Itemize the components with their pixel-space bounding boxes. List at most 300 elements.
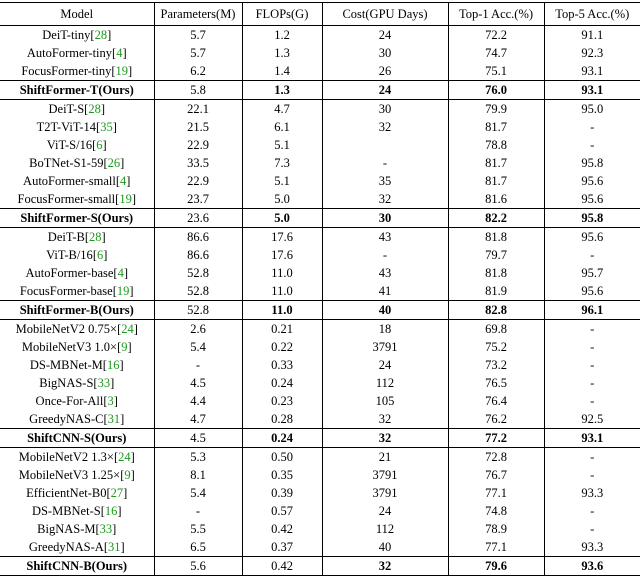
table-row [0, 282, 640, 301]
top5-cell: 95.8 [544, 154, 640, 172]
top1-cell: 77.1 [448, 538, 544, 557]
params-cell: 6.5 [154, 538, 242, 557]
cite-bracket-close: ] [126, 174, 131, 188]
cite-bracket-close: ] [100, 102, 105, 116]
cost-cell: 3791 [322, 466, 448, 484]
cite-bracket-close: ] [123, 266, 128, 280]
params-cell: 5.6 [154, 557, 242, 576]
cost-cell [322, 136, 448, 154]
model-name-cell [0, 484, 154, 502]
citation-link[interactable]: 33 [97, 376, 111, 390]
citation-link[interactable]: 6 [96, 248, 104, 262]
table-row [0, 26, 640, 45]
table-group [0, 320, 640, 448]
top1-cell: 78.8 [448, 136, 544, 154]
top1-cell: 69.8 [448, 320, 544, 339]
params-cell: 23.6 [154, 209, 242, 228]
table-group [0, 228, 640, 320]
cite-bracket-open: [ [96, 120, 101, 134]
params-cell: 22.1 [154, 100, 242, 119]
flops-cell: 0.33 [242, 356, 322, 374]
params-cell: 4.7 [154, 410, 242, 429]
cost-cell: 35 [322, 172, 448, 190]
cite-bracket-open: [ [103, 540, 108, 554]
top1-cell: 76.4 [448, 392, 544, 410]
model-name: ViT-B/16 [46, 248, 93, 262]
top1-cell: 81.7 [448, 118, 544, 136]
top5-cell: 95.7 [544, 264, 640, 282]
flops-cell: 11.0 [242, 282, 322, 301]
model-name: ShiftFormer-S(Ours) [20, 211, 134, 225]
top1-cell: 81.8 [448, 264, 544, 282]
top1-cell: 77.1 [448, 484, 544, 502]
top5-cell: 95.6 [544, 228, 640, 247]
table-group [0, 100, 640, 228]
model-name: FocusFormer-tiny [21, 64, 112, 78]
cite-bracket-close: ] [102, 138, 107, 152]
cost-cell: 43 [322, 228, 448, 247]
cite-bracket-close: ] [112, 120, 117, 134]
table-row [0, 466, 640, 484]
top5-cell: 93.6 [544, 557, 640, 576]
model-name-cell [0, 264, 154, 282]
params-cell: 52.8 [154, 282, 242, 301]
cite-bracket-open: [ [103, 394, 108, 408]
header-cost: Cost(GPU Days) [322, 3, 448, 26]
model-name-cell [0, 209, 154, 228]
top5-cell: - [544, 448, 640, 467]
top5-cell: - [544, 356, 640, 374]
params-cell: 6.2 [154, 62, 242, 81]
params-cell: 22.9 [154, 136, 242, 154]
flops-cell: 0.21 [242, 320, 322, 339]
flops-cell: 0.35 [242, 466, 322, 484]
params-cell: 4.5 [154, 429, 242, 448]
top5-cell: 93.1 [544, 429, 640, 448]
flops-cell: 0.50 [242, 448, 322, 467]
cite-bracket-open: [ [117, 340, 122, 354]
top1-cell: 81.7 [448, 154, 544, 172]
model-name-cell [0, 81, 154, 100]
cost-cell: - [322, 246, 448, 264]
header-model: Model [60, 7, 94, 21]
cite-bracket-close: ] [110, 376, 115, 390]
params-cell: 5.7 [154, 26, 242, 45]
flops-cell: 0.37 [242, 538, 322, 557]
model-name: AutoFormer-tiny [26, 46, 113, 60]
flops-cell: 0.28 [242, 410, 322, 429]
table-row [0, 100, 640, 119]
params-cell: 22.9 [154, 172, 242, 190]
cite-bracket-close: ] [117, 504, 122, 518]
cite-bracket-open: [ [112, 284, 117, 298]
top1-cell: 72.2 [448, 26, 544, 45]
top5-cell: 96.1 [544, 301, 640, 320]
table-row-ours [0, 81, 640, 100]
params-cell: 2.6 [154, 320, 242, 339]
params-cell: 8.1 [154, 466, 242, 484]
top1-cell: 72.8 [448, 448, 544, 467]
params-cell: 21.5 [154, 118, 242, 136]
table-group [0, 448, 640, 576]
citation-link[interactable]: 9 [124, 468, 131, 482]
table-row [0, 410, 640, 429]
model-name: ShiftCNN-B(Ours) [26, 559, 128, 573]
flops-cell: 0.23 [242, 392, 322, 410]
cite-bracket-open: [ [120, 468, 125, 482]
top1-cell: 76.0 [448, 81, 544, 100]
model-name-cell [0, 502, 154, 520]
cite-bracket-open: [ [115, 192, 120, 206]
cite-bracket-open: [ [100, 504, 105, 518]
citation-link[interactable]: 31 [107, 540, 121, 554]
model-name-cell [0, 448, 154, 467]
cite-bracket-open: [ [103, 412, 108, 426]
top5-cell: - [544, 246, 640, 264]
citation-link[interactable]: 16 [106, 358, 120, 372]
cite-bracket-close: ] [120, 412, 125, 426]
cost-cell: 24 [322, 26, 448, 45]
citation-link[interactable]: 31 [107, 412, 121, 426]
model-name-cell [0, 538, 154, 557]
model-name: MobileNetV3 1.25× [18, 468, 121, 482]
model-name-cell [0, 520, 154, 538]
flops-cell: 17.6 [242, 246, 322, 264]
flops-cell: 0.42 [242, 557, 322, 576]
flops-cell: 5.1 [242, 136, 322, 154]
flops-cell: 0.24 [242, 429, 322, 448]
model-name-cell [0, 557, 154, 576]
table-row [0, 374, 640, 392]
model-name: Once-For-All [35, 394, 104, 408]
cost-cell: 32 [322, 118, 448, 136]
flops-cell: 0.24 [242, 374, 322, 392]
citation-link[interactable]: 9 [121, 340, 128, 354]
table-row [0, 136, 640, 154]
params-cell: - [154, 502, 242, 520]
top1-cell: 76.5 [448, 374, 544, 392]
citation-link[interactable]: 4 [120, 174, 127, 188]
top5-cell: 95.6 [544, 282, 640, 301]
cost-cell: - [322, 154, 448, 172]
cite-bracket-open: [ [112, 46, 117, 60]
table-row [0, 484, 640, 502]
params-cell: 52.8 [154, 301, 242, 320]
model-name-cell [0, 282, 154, 301]
top5-cell: - [544, 136, 640, 154]
table-row-ours [0, 557, 640, 576]
flops-cell: 4.7 [242, 100, 322, 119]
params-cell: 52.8 [154, 264, 242, 282]
cost-cell: 40 [322, 538, 448, 557]
flops-cell: 11.0 [242, 264, 322, 282]
citation-link[interactable]: 27 [110, 486, 124, 500]
model-name-cell [0, 356, 154, 374]
top5-cell: - [544, 502, 640, 520]
table-row [0, 320, 640, 339]
cost-cell: 32 [322, 557, 448, 576]
cite-bracket-open: [ [106, 486, 111, 500]
params-cell: 5.3 [154, 448, 242, 467]
cite-bracket-open: [ [117, 322, 122, 336]
citation-link[interactable]: 3 [107, 394, 114, 408]
model-name-cell [0, 136, 154, 154]
citation-link[interactable]: 19 [116, 284, 130, 298]
flops-cell: 6.1 [242, 118, 322, 136]
flops-cell: 0.39 [242, 484, 322, 502]
model-name: BoTNet-S1-59 [29, 156, 104, 170]
model-name: ViT-S/16 [46, 138, 93, 152]
cite-bracket-close: ] [127, 340, 132, 354]
params-cell: 23.7 [154, 190, 242, 209]
top5-cell: - [544, 118, 640, 136]
model-name: AutoFormer-small [23, 174, 116, 188]
cost-cell: 3791 [322, 338, 448, 356]
cost-cell: 24 [322, 81, 448, 100]
table-row [0, 62, 640, 81]
top5-cell: - [544, 338, 640, 356]
table-row [0, 502, 640, 520]
model-name-cell [0, 466, 154, 484]
top5-cell: 93.1 [544, 62, 640, 81]
cite-bracket-close: ] [131, 192, 136, 206]
table-group [0, 26, 640, 100]
top5-cell: 91.1 [544, 26, 640, 45]
model-name: DS-MBNet-S [31, 504, 101, 518]
top5-cell: 95.6 [544, 172, 640, 190]
cite-bracket-close: ] [122, 46, 127, 60]
model-name-cell [0, 320, 154, 339]
cost-cell: 30 [322, 100, 448, 119]
top1-cell: 73.2 [448, 356, 544, 374]
header-params: Parameters(M) [154, 3, 242, 26]
cost-cell: 112 [322, 374, 448, 392]
model-name-cell [0, 26, 154, 45]
citation-link[interactable]: 28 [94, 28, 108, 42]
citation-link[interactable]: 26 [107, 156, 121, 170]
top5-cell: - [544, 374, 640, 392]
flops-cell: 5.0 [242, 209, 322, 228]
header-top1: Top-1 Acc.(%) [448, 3, 544, 26]
top5-cell: 92.3 [544, 44, 640, 62]
top5-cell: - [544, 392, 640, 410]
citation-link[interactable]: 4 [116, 46, 123, 60]
cost-cell: 26 [322, 62, 448, 81]
params-cell: 33.5 [154, 154, 242, 172]
cite-bracket-open: [ [92, 138, 97, 152]
top5-cell: 93.3 [544, 538, 640, 557]
top1-cell: 76.2 [448, 410, 544, 429]
model-name-cell [0, 44, 154, 62]
model-name: T2T-ViT-14 [36, 120, 97, 134]
table-row-ours [0, 209, 640, 228]
cite-bracket-open: [ [93, 376, 98, 390]
citation-link[interactable]: 24 [118, 450, 131, 464]
cost-cell: 18 [322, 320, 448, 339]
cost-cell: 43 [322, 264, 448, 282]
table-row [0, 228, 640, 247]
model-name-cell [0, 118, 154, 136]
top1-cell: 74.7 [448, 44, 544, 62]
cite-bracket-open: [ [115, 174, 121, 188]
model-name-cell [0, 374, 154, 392]
citation-link[interactable]: 6 [96, 138, 103, 152]
top5-cell: 92.5 [544, 410, 640, 429]
cite-bracket-close: ] [103, 248, 108, 262]
cost-cell: 41 [322, 282, 448, 301]
params-cell: 4.5 [154, 374, 242, 392]
flops-cell: 7.3 [242, 154, 322, 172]
top5-cell: - [544, 520, 640, 538]
flops-cell: 1.2 [242, 26, 322, 45]
results-table [0, 2, 640, 576]
params-cell: 86.6 [154, 246, 242, 264]
citation-link[interactable]: 24 [121, 322, 134, 336]
model-name: FocusFormer-base [19, 284, 113, 298]
top1-cell: 82.8 [448, 301, 544, 320]
cite-bracket-close: ] [130, 450, 135, 464]
top1-cell: 79.7 [448, 246, 544, 264]
cost-cell: 105 [322, 392, 448, 410]
cite-bracket-open: [ [102, 358, 107, 372]
table-row-ours [0, 301, 640, 320]
cite-bracket-open: [ [95, 522, 100, 536]
params-cell: - [154, 356, 242, 374]
top5-cell: 93.3 [544, 484, 640, 502]
flops-cell: 1.3 [242, 44, 322, 62]
cite-bracket-close: ] [119, 358, 124, 372]
model-name-cell [0, 62, 154, 81]
cite-bracket-close: ] [101, 230, 106, 244]
top5-cell: - [544, 466, 640, 484]
table-row [0, 246, 640, 264]
model-name: GreedyNAS-A [28, 540, 104, 554]
model-name-cell [0, 338, 154, 356]
cite-bracket-open: [ [84, 102, 89, 116]
citation-link[interactable]: 4 [117, 266, 124, 280]
flops-cell: 1.3 [242, 81, 322, 100]
model-name: MobileNetV2 0.75× [15, 322, 118, 336]
model-name-cell [0, 301, 154, 320]
top1-cell: 81.6 [448, 190, 544, 209]
model-name: DS-MBNet-M [29, 358, 103, 372]
flops-cell: 0.57 [242, 502, 322, 520]
model-name: ShiftCNN-S(Ours) [27, 431, 127, 445]
top5-cell: 95.6 [544, 190, 640, 209]
top1-cell: 74.8 [448, 502, 544, 520]
citation-link[interactable]: 16 [104, 504, 118, 518]
cite-bracket-open: [ [113, 450, 119, 464]
cost-cell: 40 [322, 301, 448, 320]
cost-cell: 112 [322, 520, 448, 538]
top1-cell: 81.9 [448, 282, 544, 301]
model-name: AutoFormer-base [25, 266, 114, 280]
cite-bracket-close: ] [120, 540, 125, 554]
header-top5: Top-5 Acc.(%) [544, 3, 640, 26]
table-row [0, 448, 640, 467]
params-cell: 4.4 [154, 392, 242, 410]
cite-bracket-close: ] [120, 156, 125, 170]
cite-bracket-close: ] [123, 486, 128, 500]
header-row [0, 3, 640, 26]
citation-link[interactable]: 19 [119, 192, 132, 206]
cost-cell: 32 [322, 429, 448, 448]
table-row [0, 264, 640, 282]
top5-cell: - [544, 320, 640, 339]
cost-cell: 24 [322, 502, 448, 520]
top1-cell: 75.1 [448, 62, 544, 81]
table-row [0, 154, 640, 172]
flops-cell: 1.4 [242, 62, 322, 81]
cite-bracket-close: ] [133, 322, 138, 336]
model-name: FocusFormer-small [17, 192, 116, 206]
cite-bracket-close: ] [113, 394, 118, 408]
flops-cell: 17.6 [242, 228, 322, 247]
model-name-cell [0, 190, 154, 209]
table-row [0, 118, 640, 136]
model-name: BigNAS-S [39, 376, 94, 390]
cost-cell: 30 [322, 44, 448, 62]
header-flops: FLOPs(G) [242, 3, 322, 26]
table-row-ours [0, 429, 640, 448]
model-name: DeiT-B [47, 230, 85, 244]
flops-cell: 11.0 [242, 301, 322, 320]
params-cell: 5.7 [154, 44, 242, 62]
top1-cell: 81.7 [448, 172, 544, 190]
cite-bracket-open: [ [111, 64, 116, 78]
cite-bracket-close: ] [128, 64, 133, 78]
model-name-cell [0, 172, 154, 190]
cite-bracket-open: [ [84, 230, 90, 244]
top1-cell: 79.6 [448, 557, 544, 576]
cost-cell: 32 [322, 190, 448, 209]
citation-link[interactable]: 35 [100, 120, 113, 134]
citation-link[interactable]: 28 [89, 230, 102, 244]
params-cell: 5.5 [154, 520, 242, 538]
cost-cell: 21 [322, 448, 448, 467]
model-name: MobileNetV2 1.3× [18, 450, 114, 464]
flops-cell: 0.42 [242, 520, 322, 538]
table-row [0, 172, 640, 190]
table-row [0, 520, 640, 538]
cost-cell: 24 [322, 356, 448, 374]
table-row [0, 356, 640, 374]
top1-cell: 78.9 [448, 520, 544, 538]
model-name-cell [0, 429, 154, 448]
citation-link[interactable]: 19 [115, 64, 129, 78]
cite-bracket-close: ] [130, 468, 135, 482]
cite-bracket-close: ] [112, 522, 117, 536]
params-cell: 5.4 [154, 484, 242, 502]
cite-bracket-open: [ [113, 266, 118, 280]
params-cell: 5.8 [154, 81, 242, 100]
model-name: DeiT-S [48, 102, 85, 116]
table-row [0, 190, 640, 209]
top1-cell: 77.2 [448, 429, 544, 448]
table-row [0, 44, 640, 62]
top5-cell: 95.0 [544, 100, 640, 119]
citation-link[interactable]: 28 [88, 102, 101, 116]
top1-cell: 82.2 [448, 209, 544, 228]
citation-link[interactable]: 33 [99, 522, 113, 536]
cite-bracket-open: [ [103, 156, 108, 170]
cite-bracket-close: ] [107, 28, 112, 42]
top1-cell: 79.9 [448, 100, 544, 119]
cost-cell: 3791 [322, 484, 448, 502]
cite-bracket-open: [ [92, 248, 97, 262]
flops-cell: 5.1 [242, 172, 322, 190]
top1-cell: 75.2 [448, 338, 544, 356]
